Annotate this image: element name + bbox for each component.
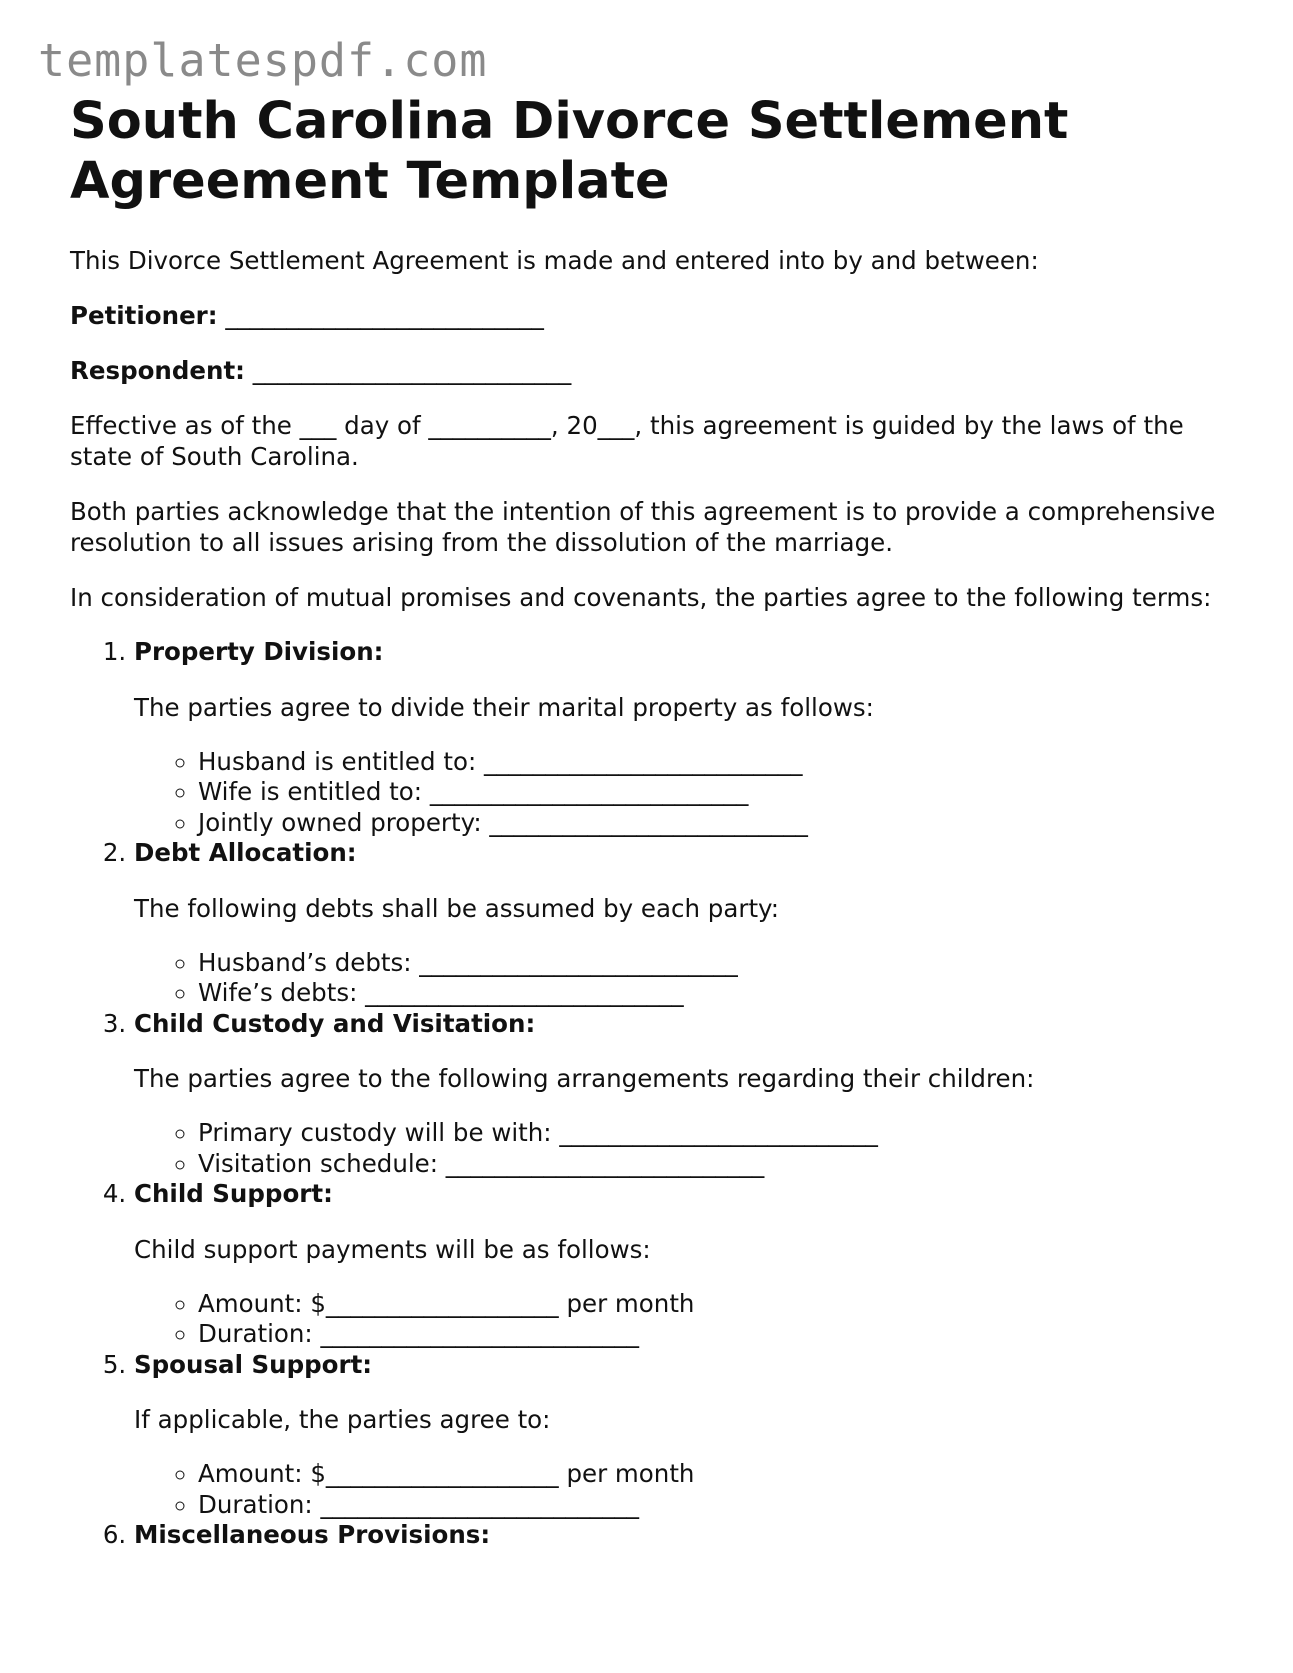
term-item — [134, 838, 1230, 1009]
petitioner-line — [70, 300, 1230, 331]
term-description: Child support payments will be as follows: — [134, 1234, 651, 1264]
term-item — [134, 1350, 1230, 1521]
respondent-line — [70, 355, 1230, 386]
term-item — [134, 637, 1230, 838]
term-heading: Property Division: — [134, 637, 384, 666]
term-fields — [134, 1459, 1230, 1520]
term-heading: Spousal Support: — [134, 1349, 373, 1379]
intro-paragraph: This Divorce Settlement Agreement is made and entered into by and between: — [70, 246, 1039, 275]
field-item: ◦ Amount: $___________________ per month — [198, 1289, 1230, 1320]
field-item: ◦ Wife is entitled to: __________________________ — [198, 777, 1230, 808]
term-item — [134, 1179, 1230, 1350]
field-item: ◦ Wife’s debts: __________________________ — [198, 978, 1230, 1009]
consideration-paragraph: In consideration of mutual promises and covenants, the parties agree to the following terms: — [70, 583, 1212, 612]
watermark: templatespdf.com — [38, 34, 488, 87]
intention-paragraph: Both parties acknowledge that the intention of this agreement is to provide a comprehensive resolution to all issues arising from the dissolution of the marriage. — [70, 497, 1216, 557]
term-item — [134, 1009, 1230, 1180]
term-fields — [134, 948, 1230, 1009]
term-description: If applicable, the parties agree to: — [134, 1405, 551, 1434]
field-item: ◦ Primary custody will be with: __________________________ — [198, 1118, 1230, 1149]
term-fields — [134, 1118, 1230, 1179]
field-item: ◦ Husband is entitled to: __________________________ — [198, 747, 1230, 778]
term-description: The following debts shall be assumed by each party: — [134, 893, 780, 923]
term-fields — [134, 747, 1230, 839]
field-item: ◦ Visitation schedule: __________________________ — [198, 1149, 1230, 1180]
term-heading: Child Custody and Visitation: — [134, 1008, 536, 1038]
field-item: ◦ Duration: __________________________ — [198, 1319, 1230, 1350]
term-item — [134, 1520, 1230, 1551]
term-heading: Miscellaneous Provisions: — [134, 1520, 491, 1549]
term-description: The parties agree to divide their marital property as follows: — [134, 692, 874, 722]
effective-date-paragraph: Effective as of the ___ day of __________, 20___, this agreement is guided by the laws of the state of South Carolina. — [70, 411, 1184, 471]
term-fields — [134, 1289, 1230, 1350]
field-item: ◦ Amount: $___________________ per month — [198, 1459, 1230, 1490]
terms-list — [70, 637, 1230, 1551]
respondent-blank: __________________________ — [252, 356, 572, 385]
term-heading: Child Support: — [134, 1179, 333, 1208]
petitioner-blank: __________________________ — [225, 301, 544, 330]
term-description: The parties agree to the following arrangements regarding their children: — [134, 1064, 1035, 1093]
petitioner-label: Petitioner: — [70, 301, 218, 330]
document-title: South Carolina Divorce Settlement Agreement Template — [70, 92, 1069, 211]
term-heading: Debt Allocation: — [134, 838, 357, 867]
field-item: ◦ Duration: __________________________ — [198, 1490, 1230, 1521]
field-item: ◦ Jointly owned property: __________________________ — [198, 808, 1230, 839]
document-page — [70, 92, 1230, 1551]
field-item: ◦ Husband’s debts: __________________________ — [198, 948, 1230, 979]
respondent-label: Respondent: — [70, 356, 245, 385]
